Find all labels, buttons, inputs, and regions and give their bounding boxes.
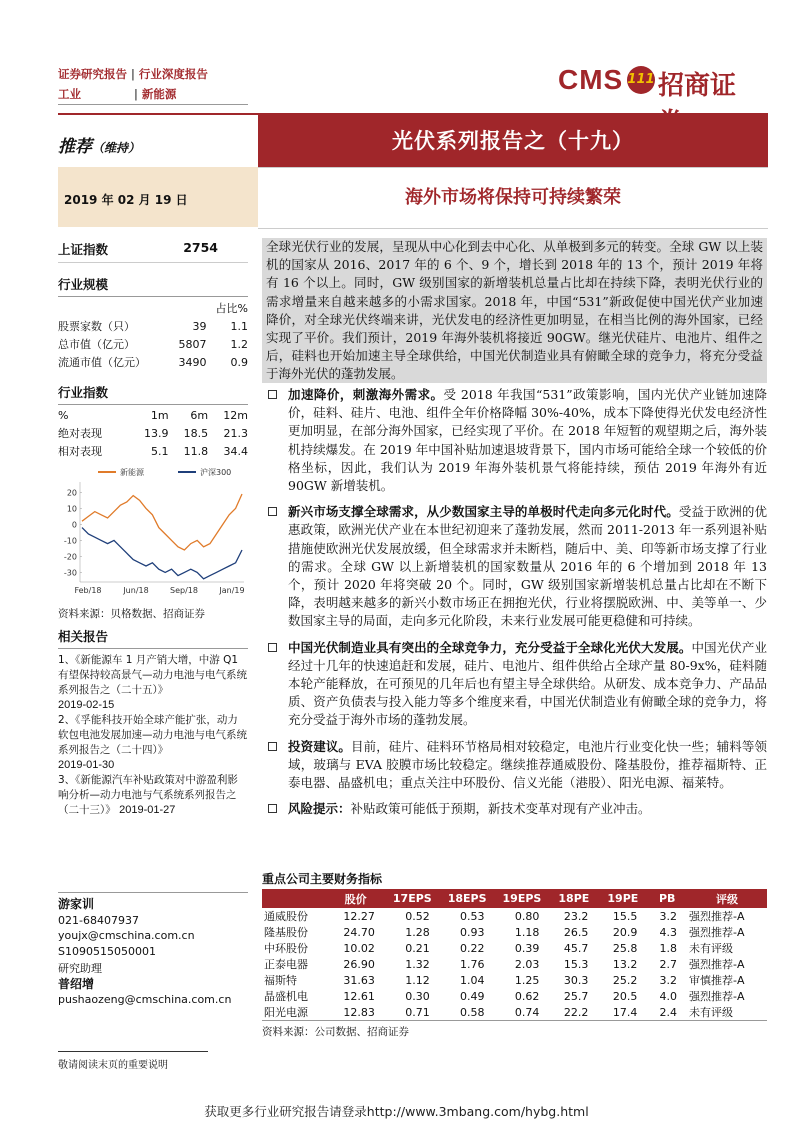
metric-cell: 0.52 bbox=[405, 909, 430, 923]
summary-box: 全球光伏行业的发展，呈现从中心化到去中心化、从单极到多元的转变。全球 GW 以上装机的国家从 2016、2017 年的 6 个、9 个，增长到 2018 年的 13 个，预计 2019 年将有 16 个以上。同时，GW 级别国家的新增装机总量占比却在持续下降，表明光伏行业的需求增量来自越来越多的小需求国家。2018 年，中国“531”新政促使中国光伏产业加速降价，对全球光伏终端来讲，光伏发电的经济性更加明显，在相当比例的海外国家，已经实现了平价。我们预计，2019 年海外装机将接近 90GW。继光伏硅片、电池片、组件之后，硅料也开始加速主导全球供给，中国光伏制造业具有俯瞰全球的竞争力，将充分受益于海外光伏的蓬勃发展。 bbox=[262, 238, 767, 383]
metric-cell: 0.53 bbox=[460, 909, 485, 923]
company-name: 晶盛机电 bbox=[264, 990, 308, 1003]
rating-cell: 强烈推荐-A bbox=[688, 990, 745, 1003]
perf-heading: 行业指数 bbox=[58, 383, 248, 405]
report-link[interactable]: 2、《孚能科技开始全球产能扩张，动力软包电池发展加速—动力电池与电气系统系列报告之（二十四）》 bbox=[58, 714, 247, 756]
metric-cell: 24.70 bbox=[343, 925, 375, 939]
report-subtitle: 海外市场将保持可持续繁荣 bbox=[258, 167, 768, 229]
metric-cell: 4.0 bbox=[659, 989, 677, 1003]
perf-table bbox=[58, 407, 248, 460]
metric-cell: 17.4 bbox=[598, 1004, 647, 1021]
table-row bbox=[58, 353, 248, 371]
metric-cell: 0.58 bbox=[440, 1004, 495, 1021]
y-tick-label: -20 bbox=[63, 552, 77, 562]
scale-pct: 0.9 bbox=[230, 355, 248, 369]
list-item bbox=[262, 503, 767, 630]
metric-cell: 2.03 bbox=[514, 957, 540, 971]
metric-cell: 4.3 bbox=[659, 925, 677, 939]
metric-cell: 1.18 bbox=[514, 925, 540, 939]
table-row bbox=[262, 972, 767, 988]
scale-pct: 1.2 bbox=[230, 337, 248, 351]
checkbox-icon bbox=[268, 742, 277, 751]
metric-cell: 1.32 bbox=[405, 957, 430, 971]
logo-cn-text: 招商证 bbox=[658, 71, 737, 101]
logo-ball-icon: 111 bbox=[627, 66, 655, 94]
perf-value: 18.5 bbox=[183, 426, 209, 440]
list-item bbox=[262, 386, 767, 495]
rating-box bbox=[58, 117, 258, 167]
scale-label: 流通市值（亿元） bbox=[58, 356, 146, 369]
perf-label: 绝对表现 bbox=[58, 427, 102, 440]
rating-cell: 强烈推荐-A bbox=[688, 958, 745, 971]
metric-cell: 23.2 bbox=[563, 909, 589, 923]
y-tick-label: -30 bbox=[63, 568, 77, 578]
perf-col: 12m bbox=[223, 409, 248, 422]
column-header: 18PE bbox=[549, 889, 598, 908]
scale-pct: 1.1 bbox=[230, 319, 248, 333]
metric-cell: 10.02 bbox=[343, 941, 375, 955]
bullet-head: 投资建议。 bbox=[288, 738, 352, 754]
metric-cell: 1.04 bbox=[460, 973, 485, 987]
scale-label: 总市值（亿元） bbox=[58, 338, 135, 351]
metric-cell: 25.8 bbox=[612, 941, 638, 955]
list-item bbox=[262, 639, 767, 730]
report-subcategory: 行业深度报告 bbox=[138, 67, 208, 81]
x-tick-label: Jun/18 bbox=[123, 586, 149, 595]
metric-cell: 1.12 bbox=[405, 973, 430, 987]
checkbox-icon bbox=[268, 507, 277, 516]
metric-cell: 0.74 bbox=[495, 1004, 550, 1021]
perf-col: % bbox=[58, 409, 69, 422]
legend-label: 沪深300 bbox=[200, 468, 232, 477]
report-link[interactable]: 3、《新能源汽车补贴政策对中游盈利影响分析—动力电池与气系统系列报告之（二十三）》 bbox=[58, 774, 238, 816]
index-value: 2754 bbox=[183, 240, 218, 255]
metric-cell: 0.80 bbox=[514, 909, 540, 923]
industry-line bbox=[58, 86, 176, 102]
metric-cell: 3.2 bbox=[659, 973, 677, 987]
rating-cell: 未有评级 bbox=[688, 942, 733, 955]
perf-value: 21.3 bbox=[223, 426, 248, 440]
report-date: 2019-01-27 bbox=[119, 804, 176, 816]
scale-value: 5807 bbox=[178, 337, 207, 351]
report-date: 2019 年 02 月 19 日 bbox=[64, 193, 188, 207]
analyst-cert: S1090515050001 bbox=[58, 944, 156, 958]
perf-value: 34.4 bbox=[223, 444, 248, 458]
metric-cell: 1.25 bbox=[514, 973, 540, 987]
analyst-block bbox=[58, 892, 248, 1008]
metric-cell: 1.28 bbox=[405, 925, 430, 939]
header-rule bbox=[58, 104, 248, 105]
company-name: 正泰电器 bbox=[264, 958, 308, 971]
report-date: 2019-01-30 bbox=[58, 759, 115, 771]
related-reports bbox=[58, 653, 248, 818]
checkbox-icon bbox=[268, 390, 277, 399]
bullet-head: 风险提示： bbox=[288, 801, 351, 817]
metric-cell: 2.7 bbox=[659, 957, 677, 971]
fin-title: 重点公司主要财务指标 bbox=[262, 872, 383, 886]
metric-cell: 31.63 bbox=[343, 973, 375, 987]
key-points bbox=[262, 386, 767, 826]
metric-cell: 22.2 bbox=[549, 1004, 598, 1021]
report-link[interactable]: 1、《新能源车 1 月产销大增，中游 Q1 有望保持较高景气—动力电池与电气系统系列报告之（二十五）》 bbox=[58, 654, 247, 696]
financial-table-block bbox=[262, 870, 767, 1039]
x-tick-label: Feb/18 bbox=[74, 586, 102, 595]
perf-value: 5.1 bbox=[151, 444, 169, 458]
metric-cell: 0.93 bbox=[460, 925, 485, 939]
table-row bbox=[262, 1004, 767, 1021]
x-tick-label: Jan/19 bbox=[219, 586, 245, 595]
table-row bbox=[58, 317, 248, 335]
column-header: 评级 bbox=[687, 889, 767, 908]
date-box bbox=[58, 167, 258, 227]
footnote-rule bbox=[58, 1051, 208, 1052]
chart-source: 资料来源：贝格数据、招商证券 bbox=[58, 608, 205, 620]
y-tick-label: 20 bbox=[66, 488, 77, 498]
rating-cell: 强烈推荐-A bbox=[688, 926, 745, 939]
metric-cell: 0.30 bbox=[405, 989, 430, 1003]
metric-cell: 0.49 bbox=[460, 989, 485, 1003]
logo-cms-text: CMS bbox=[558, 64, 624, 95]
industry: 工业 bbox=[58, 87, 81, 101]
series-line bbox=[82, 494, 242, 550]
analyst-email[interactable]: youjx@cmschina.com.cn bbox=[58, 929, 195, 942]
pct-label: 占比% bbox=[215, 302, 248, 315]
metric-cell: 25.7 bbox=[563, 989, 589, 1003]
metric-cell: 3.2 bbox=[659, 909, 677, 923]
assistant-email[interactable]: pushaozeng@cmschina.com.cn bbox=[58, 993, 232, 1006]
series-line bbox=[82, 528, 242, 579]
rating-cell: 未有评级 bbox=[687, 1004, 767, 1021]
scale-heading: 行业规模 bbox=[58, 275, 248, 297]
perf-col: 6m bbox=[190, 409, 209, 422]
metric-cell: 2.4 bbox=[647, 1004, 687, 1021]
analyst-phone: 021-68407937 bbox=[58, 913, 139, 927]
metric-cell: 0.71 bbox=[385, 1004, 440, 1021]
bullet-body: 补贴政策可能低于预期，新技术变革对现有产业冲击。 bbox=[350, 801, 651, 817]
table-row bbox=[58, 442, 248, 460]
scale-table bbox=[58, 299, 248, 371]
metric-cell: 1.76 bbox=[460, 957, 485, 971]
perf-value: 13.9 bbox=[144, 426, 169, 440]
y-tick-label: 10 bbox=[66, 504, 77, 514]
separator: | bbox=[134, 87, 138, 101]
financial-table bbox=[262, 889, 767, 1021]
column-header: 股价 bbox=[326, 889, 384, 908]
index-label: 上证指数 bbox=[58, 242, 109, 257]
report-date: 2019-02-15 bbox=[58, 699, 115, 711]
checkbox-icon bbox=[268, 643, 277, 652]
column-header: 19EPS bbox=[495, 889, 550, 908]
table-row bbox=[262, 940, 767, 956]
analyst-name: 游家训 bbox=[58, 897, 95, 911]
column-header: 18EPS bbox=[440, 889, 495, 908]
metric-cell: 15.5 bbox=[612, 909, 638, 923]
rating-cell: 审慎推荐-A bbox=[688, 974, 745, 987]
company-name: 通威股份 bbox=[264, 910, 308, 923]
metric-cell: 26.5 bbox=[563, 925, 589, 939]
fin-source: 资料来源：公司数据、招商证券 bbox=[262, 1026, 409, 1038]
list-item[interactable] bbox=[58, 773, 248, 818]
index-row bbox=[58, 240, 248, 263]
metric-cell: 0.22 bbox=[460, 941, 485, 955]
metric-cell: 12.83 bbox=[326, 1004, 384, 1021]
bullet-body: 受 2018 年我国“531”政策影响，国内光伏产业链加速降价，硅料、硅片、电池、组件全年价格降幅 30%-40%，成本下降使得光伏发电经济性更加明显，在部分海外国家，已经实现了平价。在 2018 年短暂的观望期之后，海外装机持续爆发。在 2019 年中国补贴加速退坡背景下，国内市场可能给全球一个较低的价格坐标，因此，我们认为 2019 年海外装机景气将能持续，预估 2019 年海外有近 90GW 新增装机。 bbox=[288, 387, 767, 494]
metric-cell: 0.21 bbox=[405, 941, 430, 955]
report-title: 光伏系列报告之（十九） bbox=[258, 115, 768, 167]
performance-chart bbox=[58, 464, 248, 600]
metric-cell: 26.90 bbox=[343, 957, 375, 971]
x-tick-label: Sep/18 bbox=[170, 586, 198, 595]
metric-cell: 12.61 bbox=[343, 989, 375, 1003]
bullet-head: 中国光伏制造业具有突出的全球竞争力，充分受益于全球化光伏大发展。 bbox=[288, 639, 692, 655]
bullet-body: 中国光伏产业经过十几年的快速追赶和发展，硅片、电池片、组件供给占全球产量 80-9x%，硅料随本轮产能释放，在可预见的几年后也有望主导全球供给。从研发、成本竞争力、产品品质、资产负债表与投入能力等多个维度来看，中国光伏制造业有俯瞰全球的竞争力，将充分受益于海外市场的蓬勃发展。 bbox=[288, 639, 767, 728]
rating-label: 推荐 bbox=[58, 137, 92, 157]
table-row bbox=[262, 956, 767, 972]
bullet-head: 新兴市场支撑全球需求，从少数国家主导的单极时代走向多元化时代。 bbox=[288, 504, 679, 520]
metric-cell: 30.3 bbox=[563, 973, 589, 987]
metric-cell: 1.8 bbox=[659, 941, 677, 955]
metric-cell: 15.3 bbox=[563, 957, 589, 971]
left-sidebar bbox=[58, 240, 248, 1008]
bullet-body: 受益于欧洲的优惠政策，欧洲光伏产业在本世纪初迎来了蓬勃发展，然而 2011-2013 年一系列退补贴措施使欧洲光伏发展放缓，但全球需求并未断档，随后中、美、印等新市场支撑了行业的需求。全球 GW 以上新增装机的国家数量从 2016 年的 6 个增加到 2018 年 13 个，预计 2020 年将突破 20 个。同时，GW 级别国家新增装机总量占比却在不断下降，表明越来越多的新兴小数市场正在拥抱光伏，行业将摆脱欧洲、中、美等单一、少数国家主导的局面，走向多元化阶段，未来行业发展可能更稳健和可持续。 bbox=[288, 504, 767, 629]
company-name: 阳光电源 bbox=[262, 1004, 326, 1021]
column-header bbox=[262, 889, 326, 908]
footnote: 敬请阅读末页的重要说明 bbox=[58, 1060, 168, 1071]
footer-link[interactable]: 获取更多行业研究报告请登录http://www.3mbang.com/hybg.html bbox=[204, 1104, 589, 1119]
column-header: PB bbox=[647, 889, 687, 908]
metric-cell: 20.9 bbox=[612, 925, 638, 939]
y-tick-label: -10 bbox=[63, 536, 77, 546]
rating-cell: 强烈推荐-A bbox=[688, 910, 745, 923]
metric-cell: 0.62 bbox=[514, 989, 540, 1003]
table-row bbox=[58, 335, 248, 353]
related-heading: 相关报告 bbox=[58, 627, 248, 649]
company-name: 中环股份 bbox=[264, 942, 308, 955]
sub-industry: 新能源 bbox=[141, 87, 177, 101]
assistant-role: 研究助理 bbox=[58, 962, 102, 975]
metric-cell: 25.2 bbox=[612, 973, 638, 987]
report-category: 证券研究报告 bbox=[58, 67, 127, 81]
list-item[interactable] bbox=[58, 713, 248, 773]
separator: | bbox=[131, 67, 135, 81]
list-item[interactable] bbox=[58, 653, 248, 713]
metric-cell: 12.27 bbox=[343, 909, 375, 923]
company-name: 福斯特 bbox=[264, 974, 297, 987]
scale-value: 39 bbox=[192, 319, 207, 333]
table-row bbox=[58, 424, 248, 442]
column-header: 17EPS bbox=[385, 889, 440, 908]
checkbox-icon bbox=[268, 804, 277, 813]
company-name: 隆基股份 bbox=[264, 926, 308, 939]
column-header: 19PE bbox=[598, 889, 647, 908]
list-item bbox=[262, 738, 767, 793]
perf-col: 1m bbox=[150, 409, 169, 422]
metric-cell: 45.7 bbox=[563, 941, 589, 955]
report-type bbox=[58, 66, 208, 82]
perf-label: 相对表现 bbox=[58, 445, 102, 458]
list-item bbox=[262, 800, 767, 818]
cms-logo bbox=[558, 62, 758, 101]
metric-cell: 0.39 bbox=[514, 941, 540, 955]
y-tick-label: 0 bbox=[71, 520, 77, 530]
metric-cell: 20.5 bbox=[612, 989, 638, 1003]
scale-value: 3490 bbox=[178, 355, 207, 369]
assistant-name: 普绍增 bbox=[58, 976, 95, 991]
metric-cell: 13.2 bbox=[612, 957, 638, 971]
rating-sub: （维持） bbox=[92, 141, 141, 155]
scale-label: 股票家数（只） bbox=[58, 320, 135, 333]
table-row bbox=[262, 988, 767, 1004]
table-row bbox=[262, 908, 767, 924]
perf-value: 11.8 bbox=[183, 444, 209, 458]
bullet-head: 加速降价，刺激海外需求。 bbox=[288, 387, 444, 402]
table-row bbox=[262, 924, 767, 940]
legend-label: 新能源 bbox=[120, 468, 144, 477]
bullet-body: 目前，硅片、硅料环节格局相对较稳定，电池片行业变化快一些；辅料等领域，玻璃与 EVA 胶膜市场比较稳定。继续推荐通威股份、隆基股份，推荐福斯特、正泰电器、晶盛机电；重点关注中环股份、信义光能（港股）、阳光电源、福莱特。 bbox=[288, 738, 767, 791]
